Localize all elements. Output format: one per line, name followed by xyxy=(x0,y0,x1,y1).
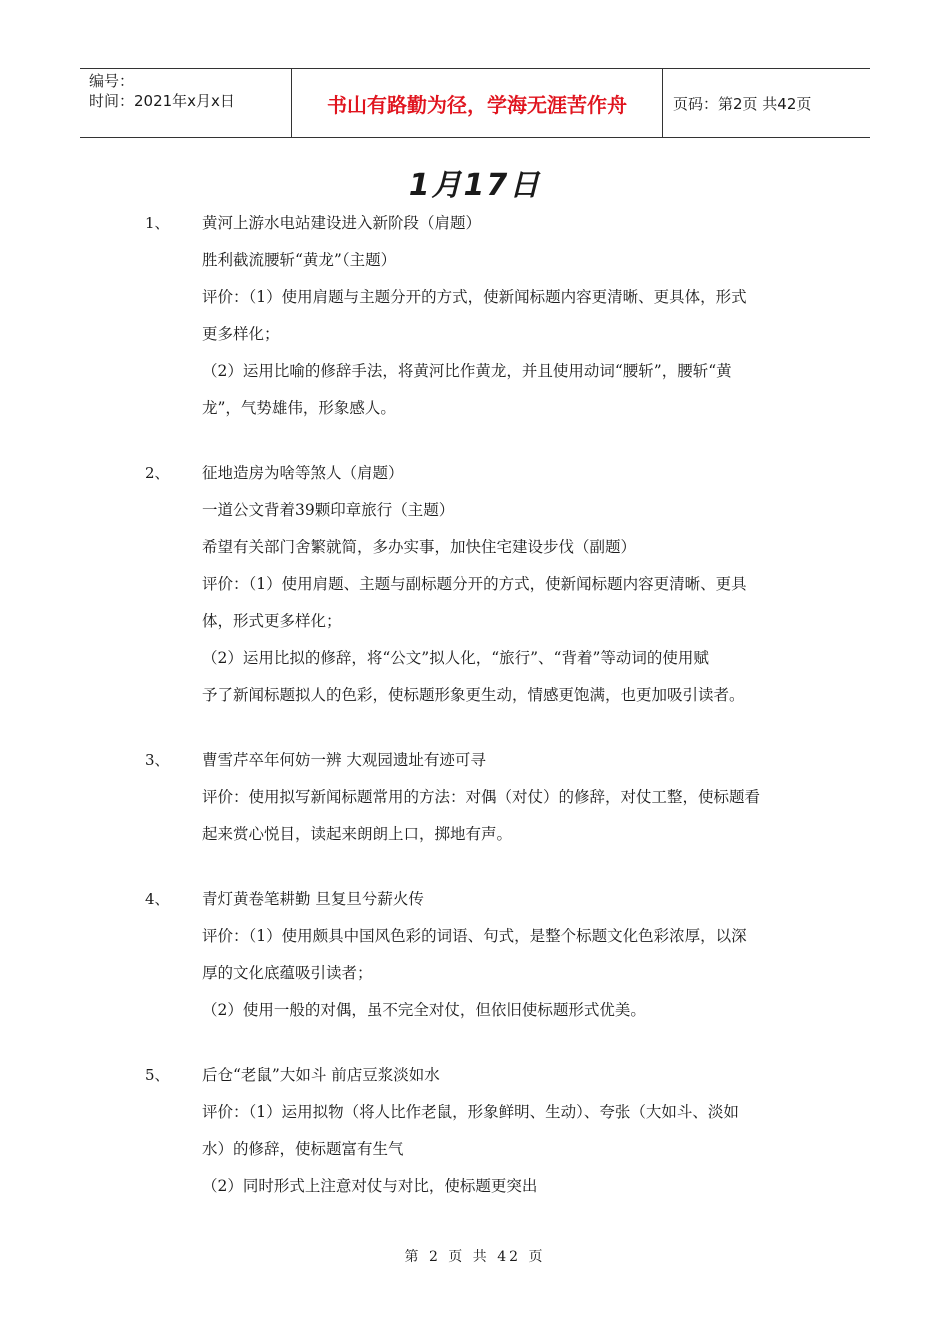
item-text-line: 评价：（1）使用颇具中国风色彩的词语、句式，是整个标题文化色彩浓厚，以深 xyxy=(202,927,747,945)
item-text-line: 黄河上游水电站建设进入新阶段（肩题） xyxy=(202,214,482,232)
item-text-line: 评价：（1）使用肩题与主题分开的方式，使新闻标题内容更清晰、更具体，形式 xyxy=(202,288,747,306)
item-text-line: 厚的文化底蕴吸引读者； xyxy=(202,964,373,982)
item-number: 1、 xyxy=(145,214,170,232)
header-motto: 书山有路勤为径，学海无涯苦作舟 xyxy=(292,69,663,137)
item-number: 5、 xyxy=(145,1066,170,1084)
header-meta xyxy=(80,69,292,137)
item-text-line: 予了新闻标题拟人的色彩，使标题形象更生动，情感更饱满，也更加吸引读者。 xyxy=(202,686,745,704)
list-item xyxy=(0,1057,950,1205)
page-title: 1月17日 xyxy=(408,168,542,203)
item-text-line: 起来赏心悦目，读起来朗朗上口，掷地有声。 xyxy=(202,825,513,843)
item-text-line: 希望有关部门舍繁就简，多办实事，加快住宅建设步伐（副题） xyxy=(202,538,637,556)
list-item xyxy=(0,742,950,853)
document-body xyxy=(0,205,950,1233)
item-text-line: 曹雪芹卒年何妨一辨 大观园遗址有迹可寻 xyxy=(202,751,486,769)
item-text-line: （2）使用一般的对偶，虽不完全对仗，但依旧使标题形式优美。 xyxy=(202,1001,646,1019)
time-label: 时间：2021年x月x日 xyxy=(89,92,235,110)
item-text-line: 一道公文背着39颗印章旅行（主题） xyxy=(202,501,455,519)
item-number: 4、 xyxy=(145,890,170,908)
item-text-line: （2）运用比拟的修辞，将“公文”拟人化，“旅行”、“背着”等动词的使用赋 xyxy=(202,649,709,667)
item-number: 3、 xyxy=(145,751,170,769)
item-text-line: 后仓“老鼠”大如斗 前店豆浆淡如水 xyxy=(202,1066,440,1084)
item-text-line: 评价：（1）运用拟物（将人比作老鼠，形象鲜明、生动）、夸张（大如斗、淡如 xyxy=(202,1103,739,1121)
header-page-label: 页码：第2页 共42页 xyxy=(673,94,812,113)
list-item xyxy=(0,455,950,714)
page-header xyxy=(80,68,870,138)
list-item xyxy=(0,205,950,427)
item-text-line: 龙”，气势雄伟，形象感人。 xyxy=(202,399,396,417)
item-text-line: 更多样化； xyxy=(202,325,280,343)
list-item xyxy=(0,881,950,1029)
page-footer: 第 2 页 共 42 页 xyxy=(404,1249,546,1265)
id-label: 编号： xyxy=(89,72,135,90)
item-text-line: 青灯黄卷笔耕勤 旦复旦兮薪火传 xyxy=(202,890,424,908)
item-text-line: 体，形式更多样化； xyxy=(202,612,342,630)
item-text-line: 征地造房为啥等煞人（肩题） xyxy=(202,464,404,482)
item-text-line: （2）同时形式上注意对仗与对比，使标题更突出 xyxy=(202,1177,538,1195)
item-text-line: （2）运用比喻的修辞手法，将黄河比作黄龙，并且使用动词“腰斩”，腰斩“黄 xyxy=(202,362,732,380)
item-text-line: 评价：使用拟写新闻标题常用的方法：对偶（对仗）的修辞，对仗工整，使标题看 xyxy=(202,788,761,806)
item-text-line: 水）的修辞，使标题富有生气 xyxy=(202,1140,404,1158)
item-text-line: 评价：（1）使用肩题、主题与副标题分开的方式，使新闻标题内容更清晰、更具 xyxy=(202,575,747,593)
item-text-line: 胜利截流腰斩“黄龙”（主题） xyxy=(202,251,397,269)
item-number: 2、 xyxy=(145,464,170,482)
